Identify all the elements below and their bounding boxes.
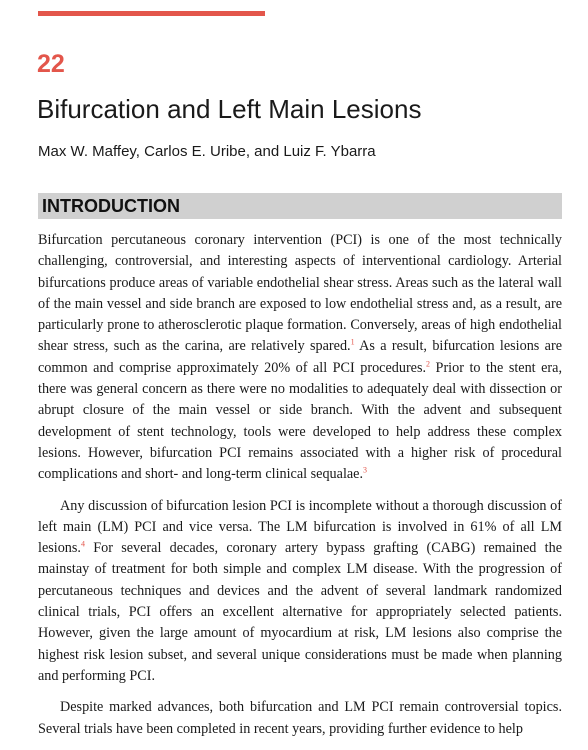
paragraph-text: Bifurcation percutaneous coronary intervention (PCI) is one of the most technically challenging, controversial, and interesting aspects of interventional cardiology. Arterial bifurcations produce areas of variable endothelial shear stress. Areas such as the lateral wall of the main vessel and side branch are exposed to low endothelial stress and, as a result, are particularly prone to atherosclerotic plaque formation. Conversely, areas of high endothelial shear stress, such as the carina, are relatively spared.: [38, 232, 562, 355]
reference-superscript[interactable]: 1: [350, 337, 355, 347]
paragraph-text: Despite marked advances, both bifurcation and LM PCI remain controversial topics. Several trials have been completed in recent years, providing further evidence to help: [38, 699, 562, 737]
paragraph-2: [38, 496, 562, 688]
paragraph-text: Any discussion of bifurcation lesion PCI is incomplete without a thorough discussion of left main (LM) PCI and vice versa. The LM bifurcation is involved in 61% of all LM lesions.: [38, 497, 562, 557]
chapter-number: 22: [37, 50, 65, 78]
chapter-title: Bifurcation and Left Main Lesions: [37, 94, 422, 124]
body-text: [38, 230, 562, 750]
paragraph-text: Prior to the stent era, there was general concern as there were no modalities to adequately deal with dissection or abrupt closure of the main vessel or side branch. With the advent and subsequent development of stent technology, tools were developed to help address these complex lesions. However, bifurcation PCI remains associated with a higher risk of procedural complications and short- and long-term clinical sequalae.: [38, 359, 563, 483]
paragraph-text: For several decades, coronary artery bypass grafting (CABG) remained the mainstay of treatment for both simple and complex LM disease. With the progression of percutaneous techniques and devices and the advent of several landmark randomized clinical trials, PCI offers an excellent alternative for appropriately selected patients. However, given the large amount of myocardium at risk, LM lesions also comprise the highest risk lesion subset, and several unique considerations must be made when planning and performing PCI.: [38, 540, 562, 684]
reference-superscript[interactable]: 4: [80, 539, 85, 549]
section-heading: INTRODUCTION: [38, 193, 562, 219]
chapter-authors: Max W. Maffey, Carlos E. Uribe, and Luiz F. Ybarra: [38, 143, 376, 160]
paragraph-text: As a result, bifurcation lesions are common and comprise approximately 20% of all PCI procedures.: [38, 338, 562, 376]
reference-superscript[interactable]: 3: [363, 465, 368, 475]
paragraph-1: [38, 230, 562, 486]
chapter-accent-bar: [38, 11, 265, 16]
reference-superscript[interactable]: 2: [426, 359, 431, 369]
paragraph-3: [38, 697, 562, 740]
